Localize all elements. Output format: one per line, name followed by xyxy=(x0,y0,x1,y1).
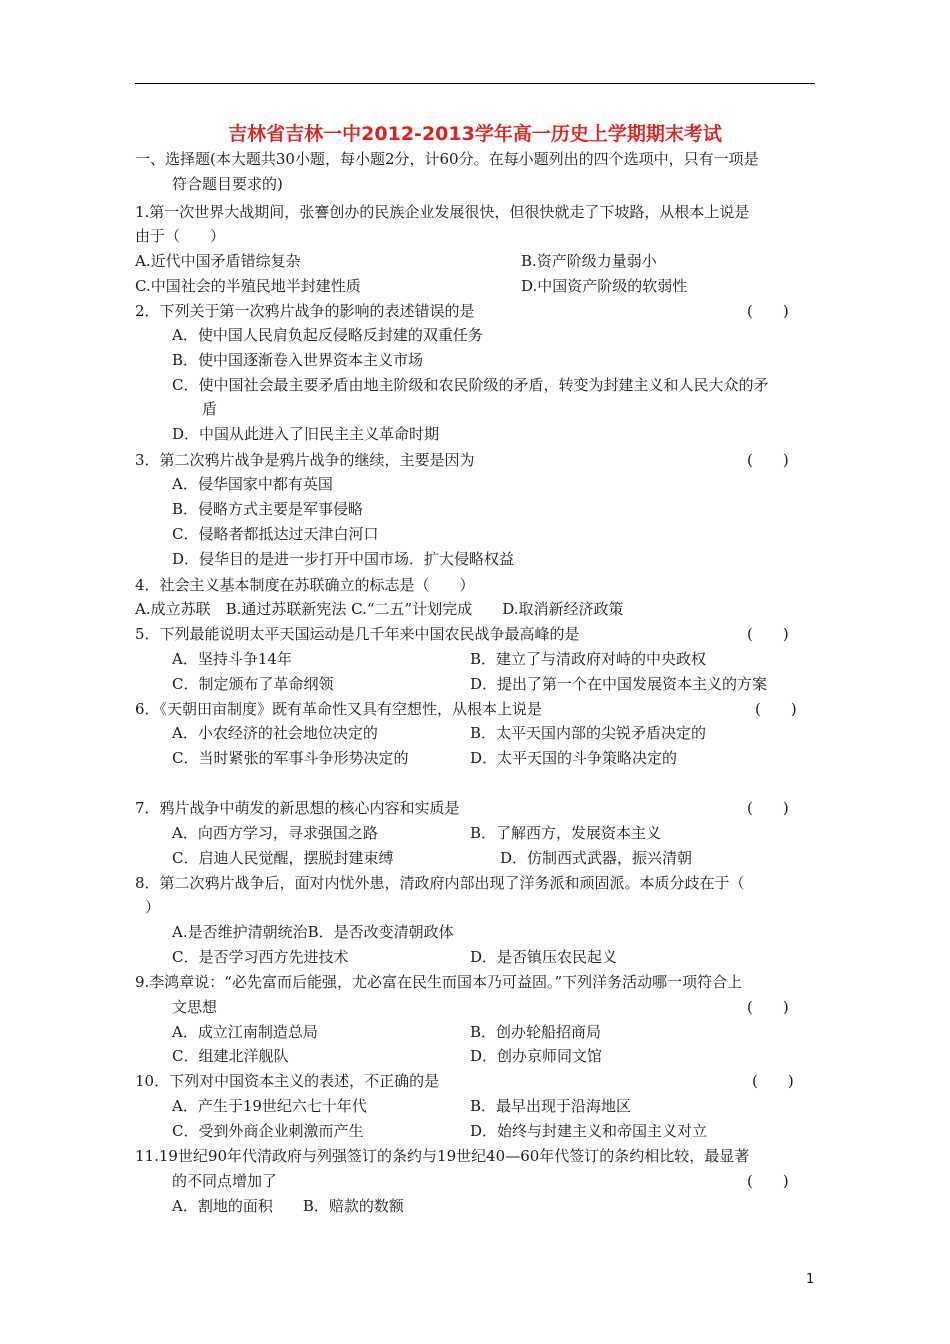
q9-option-d: D．创办京师同文馆 xyxy=(470,1047,603,1065)
q1-stem-cont: 由于（ ） xyxy=(135,227,226,245)
q11-stem: 11.19世纪90年代清政府与列强签订的条约与19世纪40—60年代签订的条约相比较，最显著 xyxy=(135,1147,750,1165)
q9-option-b: B．创办轮船招商局 xyxy=(470,1023,602,1041)
q2-stem: 2．下列关于第一次鸦片战争的影响的表述错误的是 xyxy=(135,302,475,320)
q11-options: A．割地的面积 B．赔款的数额 xyxy=(172,1197,404,1215)
q3-answer-paren: ( ) xyxy=(747,451,789,469)
q4-options: A.成立苏联 B.通过苏联新宪法 C.“二五”计划完成 D.取消新经济政策 xyxy=(135,600,624,618)
q1-option-b: B.资产阶级力量弱小 xyxy=(521,252,657,270)
q10-option-d: D．始终与封建主义和帝国主义对立 xyxy=(470,1122,708,1140)
q8-option-d: D．是否镇压农民起义 xyxy=(470,948,618,966)
q9-option-a: A．成立江南制造总局 xyxy=(172,1023,318,1041)
q6-answer-paren: ( ) xyxy=(755,700,797,718)
q8-stem: 8．第二次鸦片战争后，面对内忧外患，清政府内部出现了洋务派和顽固派。本质分歧在于（ xyxy=(135,874,745,892)
q9-stem-cont: 文思想 xyxy=(172,998,218,1016)
q10-stem: 10．下列对中国资本主义的表述，不正确的是 xyxy=(135,1072,440,1090)
q3-option-d: D．侵华目的是进一步打开中国市场．扩大侵略权益 xyxy=(172,550,515,568)
q10-option-c: C．受到外商企业刺激而产生 xyxy=(172,1122,364,1140)
q3-option-b: B．侵略方式主要是军事侵略 xyxy=(172,500,364,518)
q1-option-d: D.中国资产阶级的软弱性 xyxy=(521,277,688,295)
q5-option-a: A．坚持斗争14年 xyxy=(172,650,292,668)
q1-stem: 1.第一次世界大战期间，张謇创办的民族企业发展很快，但很快就走了下坡路，从根本上说是 xyxy=(135,203,750,221)
q6-option-d: D．太平天国的斗争策略决定的 xyxy=(470,749,678,767)
q7-option-c: C．启迪人民觉醒，摆脱封建束缚 xyxy=(172,849,394,867)
section-instruction-line1: 一、选择题(本大题共30小题，每小题2分，计60分。在每小题列出的四个选项中，只有一项是 xyxy=(135,150,759,168)
q2-option-a: A．使中国人民肩负起反侵略反封建的双重任务 xyxy=(172,326,483,344)
q5-answer-paren: ( ) xyxy=(747,625,789,643)
q8-option-c: C．是否学习西方先进技术 xyxy=(172,948,349,966)
exam-title: 吉林省吉林一中2012-2013学年高一历史上学期期末考试 xyxy=(228,123,722,145)
q6-option-b: B．太平天国内部的尖锐矛盾决定的 xyxy=(470,724,707,742)
q10-answer-paren: ( ) xyxy=(752,1072,794,1090)
page-number: 1 xyxy=(806,1272,815,1287)
q2-option-c-cont: 盾 xyxy=(202,400,218,418)
q9-stem: 9.李鸿章说：“必先富而后能强，尤必富在民生而国本乃可益固。”下列洋务活动哪一项符合上 xyxy=(135,973,743,991)
q6-option-a: A．小农经济的社会地位决定的 xyxy=(172,724,378,742)
q7-option-a: A．向西方学习，寻求强国之路 xyxy=(172,824,378,842)
q5-option-d: D．提出了第一个在中国发展资本主义的方案 xyxy=(470,675,768,693)
q2-answer-paren: ( ) xyxy=(747,302,789,320)
q4-stem: 4．社会主义基本制度在苏联确立的标志是（ ） xyxy=(135,576,475,594)
q2-option-d: D．中国从此进入了旧民主主义革命时期 xyxy=(172,425,440,443)
q6-option-c: C．当时紧张的军事斗争形势决定的 xyxy=(172,749,409,767)
q9-option-c: C．组建北洋舰队 xyxy=(172,1047,289,1065)
q2-option-c: C．使中国社会最主要矛盾由地主阶级和农民阶级的矛盾，转变为封建主义和人民大众的矛 xyxy=(172,376,769,394)
q1-option-a: A.近代中国矛盾错综复杂 xyxy=(135,252,301,270)
q8-option-ab: A.是否维护清朝统治B．是否改变清朝政体 xyxy=(172,923,454,941)
q10-option-b: B．最早出现于沿海地区 xyxy=(470,1097,632,1115)
q7-option-b: B．了解西方，发展资本主义 xyxy=(470,824,662,842)
q3-option-c: C．侵略者都抵达过天津白河口 xyxy=(172,525,379,543)
q10-option-a: A．产生于19世纪六七十年代 xyxy=(172,1097,367,1115)
q3-stem: 3．第二次鸦片战争是鸦片战争的继续，主要是因为 xyxy=(135,451,475,469)
q7-stem: 7．鸦片战争中萌发的新思想的核心内容和实质是 xyxy=(135,799,460,817)
q6-stem: 6．《天朝田亩制度》既有革命性又具有空想性，从根本上说是 xyxy=(135,700,543,718)
q5-option-b: B．建立了与清政府对峙的中央政权 xyxy=(470,650,707,668)
q11-stem-cont: 的不同点增加了 xyxy=(172,1172,278,1190)
section-instruction-line2: 符合题目要求的) xyxy=(172,175,283,193)
q5-option-c: C．制定颁布了革命纲领 xyxy=(172,675,334,693)
q3-option-a: A．侵华国家中都有英国 xyxy=(172,475,333,493)
q2-option-b: B．使中国逐渐卷入世界资本主义市场 xyxy=(172,351,424,369)
q5-stem: 5．下列最能说明太平天国运动是几千年来中国农民战争最高峰的是 xyxy=(135,625,580,643)
header-rule xyxy=(135,83,815,84)
q9-answer-paren: ( ) xyxy=(747,998,789,1016)
q7-answer-paren: ( ) xyxy=(747,799,789,817)
q8-stem-cont: ） xyxy=(145,898,161,916)
q7-option-d: D．仿制西式武器，振兴清朝 xyxy=(500,849,693,867)
q1-option-c: C.中国社会的半殖民地半封建性质 xyxy=(135,277,361,295)
q11-answer-paren: ( ) xyxy=(747,1172,789,1190)
